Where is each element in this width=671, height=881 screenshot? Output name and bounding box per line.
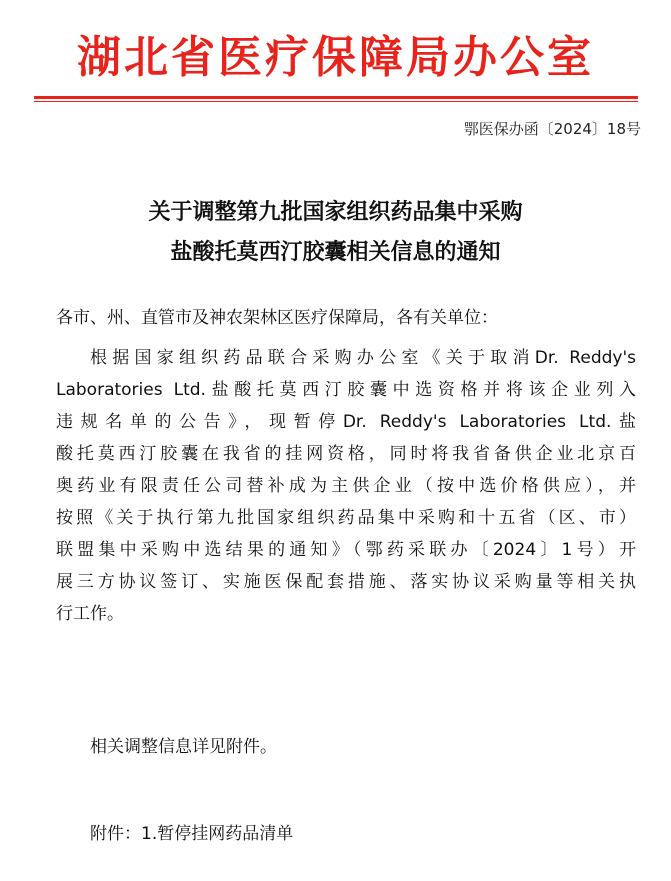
body-line: 行工作。 xyxy=(56,604,124,624)
header-divider-thick xyxy=(34,96,638,99)
body-line: 根据国家组织药品联合采购办公室《关于取消Dr. Reddy's xyxy=(90,348,636,368)
body-line: 酸托莫西汀胶囊在我省的挂网资格，同时将我省备供企业北京百 xyxy=(56,444,636,464)
salutation: 各市、州、直管市及神农架林区医疗保障局，各有关单位： xyxy=(56,308,498,328)
body-line: 按照《关于执行第九批国家组织药品集中采购和十五省（区、市） xyxy=(56,508,636,528)
body-line: 违规名单的公告》，现暂停Dr. Reddy's Laboratories Ltd.盐 xyxy=(56,412,636,432)
attachment-line xyxy=(90,820,636,848)
document-number: 鄂医保办函〔2024〕18号 xyxy=(463,120,641,138)
detail-reference: 相关调整信息详见附件。 xyxy=(90,737,277,757)
agency-header: 湖北省医疗保障局办公室 xyxy=(77,32,594,83)
notice-title xyxy=(0,192,671,272)
header-divider-thin xyxy=(34,101,638,102)
notice-title-line-1: 关于调整第九批国家组织药品集中采购 xyxy=(148,199,523,225)
body-line: 联盟集中采购中选结果的通知》（鄂药采联办〔2024〕1号）开 xyxy=(56,540,636,560)
body-paragraph xyxy=(56,342,636,630)
notice-title-line-2: 盐酸托莫西汀胶囊相关信息的通知 xyxy=(170,239,501,265)
body-line: 展三方协议签订、实施医保配套措施、落实协议采购量等相关执 xyxy=(56,572,636,592)
attachment-label: 附件： xyxy=(90,824,141,844)
body-line: Laboratories Ltd.盐酸托莫西汀胶囊中选资格并将该企业列入 xyxy=(56,380,636,400)
body-line: 奥药业有限责任公司替补成为主供企业（按中选价格供应），并 xyxy=(56,476,636,496)
attachment-item: 1.暂停挂网药品清单 xyxy=(141,824,294,844)
